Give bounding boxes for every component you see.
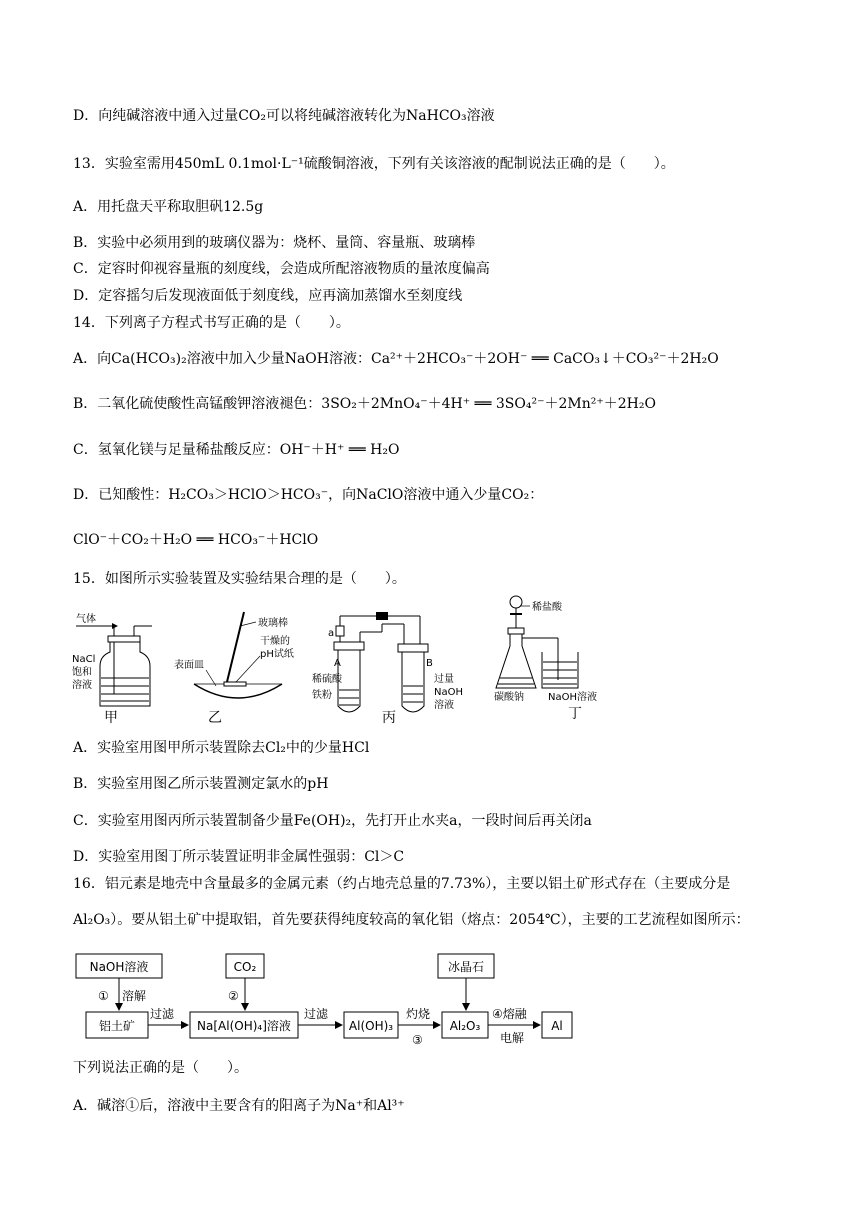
q15-option-d: D．实验室用图丁所示装置证明非金属性强弱：Cl＞C [73,849,405,865]
ding-na2co3-label: 碳酸钠 [494,692,524,703]
yi-dish-label: 表面皿 [174,660,204,671]
q14-option-b: B．二氧化硫使酸性高锰酸钾溶液褪色：3SO₂＋2MnO₄⁻＋4H⁺ ══ 3SO₄²⁻＋2Mn²⁺＋2H₂O [73,396,656,412]
step3-label: ③ [412,1033,423,1047]
al-box-label: Al [551,1019,563,1033]
ding-hcl-label: 稀盐酸 [532,602,562,613]
q16-stem-line1: 16．铝元素是地壳中含量最多的金属元素（约占地壳总量的7.73%），主要以铝土矿形式存在（主要成分是 [73,876,731,892]
apparatus-bing-figure [312,602,472,724]
step2-label: ② [228,989,239,1003]
ding-naoh-label: NaOH溶液 [548,692,597,703]
co2-box-label: CO₂ [233,960,257,974]
process-flow-chart [72,948,582,1048]
q16-ask: 下列说法正确的是（ ）。 [73,1060,248,1076]
yi-dry-label: 干燥的 [260,636,290,647]
yi-paper-label: pH试纸 [260,649,294,660]
bing-figure-name: 丙 [382,710,396,726]
q15-option-c: C．实验室用图丙所示装置制备少量Fe(OH)₂，先打开止水夹a，一段时间后再关闭a [73,813,592,829]
bing-excess-label: 过量 [434,674,454,685]
jia-gas-label: 气体 [76,614,96,625]
naoh-box-label: NaOH溶液 [89,960,149,974]
q15-stem: 15．如图所示实验装置及实验结果合理的是（ ）。 [73,571,406,587]
yi-figure-name: 乙 [208,710,222,726]
al2o3-box-label: Al₂O₃ [449,1019,481,1033]
q13-stem: 13．实验室需用450mL 0.1mol·L⁻¹硫酸铜溶液，下列有关该溶液的配制说法正确的是（ ）。 [73,156,675,172]
jia-saturated-label: 饱和 [72,667,92,678]
q13-option-d: D．定容摇匀后发现液面低于刻度线，应再滴加蒸馏水至刻度线 [73,288,463,304]
q14-option-d: D．已知酸性：H₂CO₃＞HClO＞HCO₃⁻，向NaClO溶液中通入少量CO₂： [73,487,544,503]
bing-acid-label: 稀硫酸 [312,674,342,685]
bing-tube-a-label: A [334,658,341,669]
bing-iron-label: 铁粉 [312,690,332,701]
q12-option-d: D．向纯碱溶液中通入过量CO₂可以将纯碱溶液转化为NaHCO₃溶液 [73,108,495,124]
cryolite-box-label: 冰晶石 [447,960,485,974]
q14-option-a: A．向Ca(HCO₃)₂溶液中加入少量NaOH溶液：Ca²⁺＋2HCO₃⁻＋2OH⁻ ══ CaCO₃↓＋CO₃²⁻＋2H₂O [73,351,719,367]
bing-naoh-label: NaOH [434,687,463,698]
apparatus-ding-figure [492,592,612,722]
q16-option-a: A．碱溶①后，溶液中主要含有的阳离子为Na⁺和Al³⁺ [73,1098,405,1114]
dissolve-label: 溶解 [122,989,147,1003]
q13-option-b: B．实验中必须用到的玻璃仪器为：烧杯、量筒、容量瓶、玻璃棒 [73,235,476,251]
aloh-box-label: Al(OH)₃ [348,1019,394,1033]
burn-label: 灼烧 [406,1007,431,1021]
jia-figure-name: 甲 [104,710,118,726]
apparatus-jia-figure [72,606,162,724]
yi-rod-label: 玻璃棒 [258,618,288,629]
q13-option-c: C．定容时仰视容量瓶的刻度线，会造成所配溶液物质的量浓度偏高 [73,261,490,277]
electrolysis-label: 电解 [500,1031,525,1045]
jia-solution-label: 溶液 [72,680,92,691]
jia-nacl-label: NaCl [72,654,96,665]
q16-stem-line2: Al₂O₃）。要从铝土矿中提取铝，首先要获得纯度较高的氧化铝（熔点：2054℃），主要的工艺流程如图所示： [73,912,750,928]
q14-option-d-equation: ClO⁻＋CO₂＋H₂O ══ HCO₃⁻＋HClO [73,532,319,548]
bing-solution-label: 溶液 [434,700,454,711]
q14-option-c: C．氢氧化镁与足量稀盐酸反应：OH⁻＋H⁺ ══ H₂O [73,442,400,458]
filter2-label: 过滤 [304,1007,329,1021]
q15-option-a: A．实验室用图甲所示装置除去Cl₂中的少量HCl [73,740,370,756]
step1-label: ① [98,989,109,1003]
q13-option-a: A．用托盘天平称取胆矾12.5g [73,199,264,215]
q14-stem: 14．下列离子方程式书写正确的是（ ）。 [73,315,350,331]
melt-label: ④熔融 [492,1007,527,1021]
bing-tube-b-label: B [426,658,433,669]
q15-option-b: B．实验室用图乙所示装置测定氯水的pH [73,776,329,792]
ore-box-label: 铝土矿 [98,1019,136,1033]
apparatus-yi-figure [172,606,302,724]
filter1-label: 过滤 [150,1007,175,1021]
ding-figure-name: 丁 [568,706,582,722]
bing-clamp-a-label: a [328,628,335,639]
naal-box-label: Na[Al(OH)₄]溶液 [197,1019,291,1033]
